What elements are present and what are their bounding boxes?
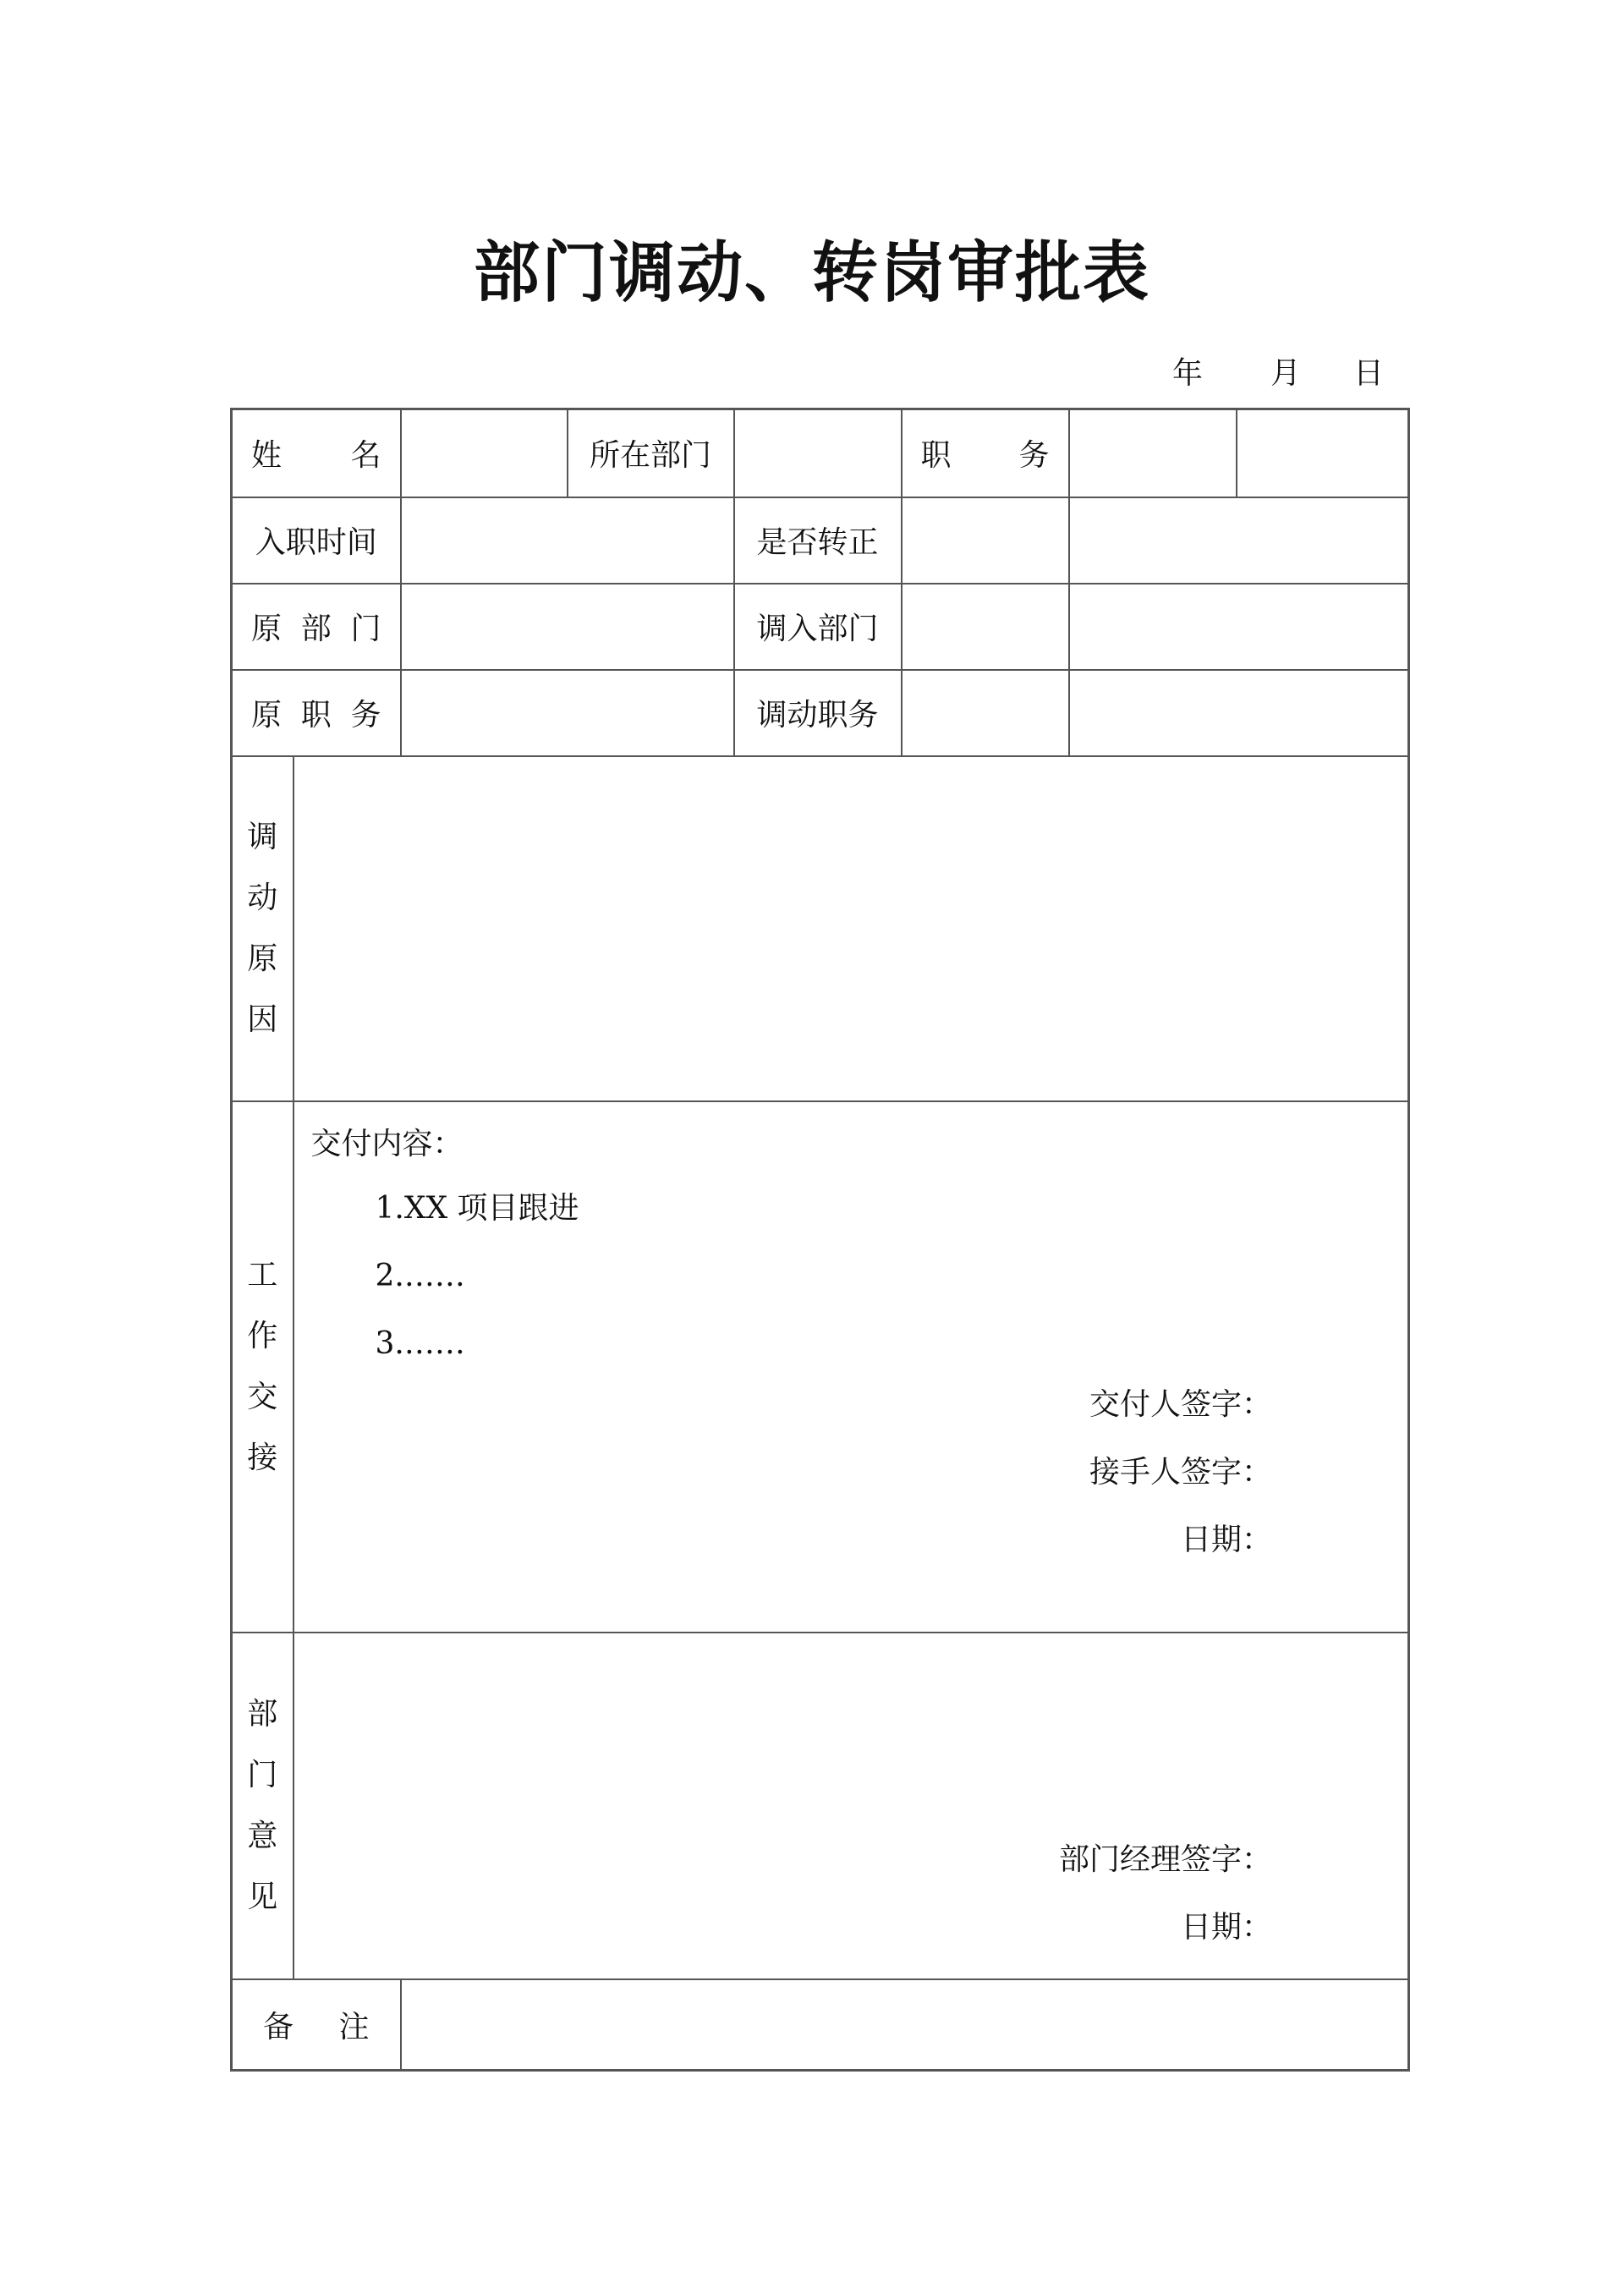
handover-label: 工 作 交 接 <box>232 1101 294 1633</box>
remarks-label: 备注 <box>232 1979 401 2071</box>
manager-sign-label: 部门经理签字： <box>1059 1841 1273 1877</box>
original-dept-field[interactable] <box>401 584 734 670</box>
regularized-label: 是否转正 <box>734 497 902 584</box>
date-year-label: 年 <box>1172 356 1204 391</box>
handover-content-title: 交付内容： <box>310 1126 464 1161</box>
remarks-field[interactable] <box>401 1979 1409 2071</box>
form-row-dept-opinion <box>232 1633 1409 1979</box>
deliverer-sign-label: 交付人签字： <box>1089 1386 1273 1422</box>
original-dept-label: 原部门 <box>232 584 401 670</box>
transfer-position-label: 调动职务 <box>734 670 902 756</box>
name-label: 姓名 <box>232 409 401 497</box>
form-row-hire-info <box>232 497 1409 584</box>
handover-field[interactable] <box>294 1101 1409 1633</box>
original-position-label: 原职务 <box>232 670 401 756</box>
hire-date-label: 入职时间 <box>232 497 401 584</box>
dept-opinion-label: 部 门 意 见 <box>232 1633 294 1979</box>
transfer-dept-field[interactable] <box>902 584 1069 670</box>
handover-item: 2.…… <box>375 1258 465 1293</box>
hire-date-field[interactable] <box>401 497 734 584</box>
form-row-reason <box>232 756 1409 1101</box>
transfer-position-extra-field[interactable] <box>1069 670 1409 756</box>
transfer-approval-form <box>230 408 1410 2072</box>
handover-date-label: 日期： <box>1181 1522 1273 1557</box>
form-row-position <box>232 670 1409 756</box>
regularized-field[interactable] <box>902 497 1069 584</box>
transfer-dept-label: 调入部门 <box>734 584 902 670</box>
date-day-label: 日 <box>1353 356 1385 391</box>
extra-field[interactable] <box>1237 409 1409 497</box>
regularized-extra-field[interactable] <box>1069 497 1409 584</box>
current-dept-field[interactable] <box>734 409 902 497</box>
transfer-position-field[interactable] <box>902 670 1069 756</box>
handover-item: 3.…… <box>375 1325 465 1361</box>
form-row-remarks <box>232 1979 1409 2071</box>
position-label: 职务 <box>902 409 1069 497</box>
dept-opinion-field[interactable] <box>294 1633 1409 1979</box>
original-position-field[interactable] <box>401 670 734 756</box>
name-field[interactable] <box>401 409 568 497</box>
reason-field[interactable] <box>294 756 1409 1101</box>
current-dept-label: 所在部门 <box>568 409 734 497</box>
page-title: 部门调动、转岗审批表 <box>473 235 1150 311</box>
receiver-sign-label: 接手人签字： <box>1089 1454 1273 1490</box>
form-row-basic-info <box>232 409 1409 497</box>
handover-item: 1.XX 项目跟进 <box>375 1190 579 1226</box>
position-field[interactable] <box>1069 409 1237 497</box>
opinion-date-label: 日期： <box>1181 1909 1273 1945</box>
reason-label: 调 动 原 因 <box>232 756 294 1101</box>
date-month-label: 月 <box>1270 356 1302 391</box>
transfer-dept-extra-field[interactable] <box>1069 584 1409 670</box>
form-row-handover <box>232 1101 1409 1633</box>
form-row-dept <box>232 584 1409 670</box>
